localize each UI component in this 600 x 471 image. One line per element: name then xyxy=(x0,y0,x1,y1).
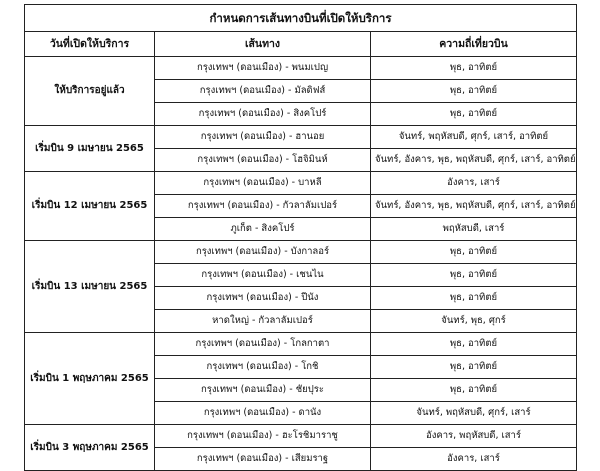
frequency-cell: จันทร์, อังคาร, พุธ, พฤหัสบดี, ศุกร์, เสาร์, อาทิตย์ xyxy=(371,195,577,218)
route-cell: กรุงเทพฯ (ดอนเมือง) - มัลดิฟส์ xyxy=(155,80,371,103)
table-row xyxy=(25,425,577,448)
route-cell: กรุงเทพฯ (ดอนเมือง) - โกลกาตา xyxy=(155,333,371,356)
route-cell: กรุงเทพฯ (ดอนเมือง) - โฮจิมินห์ xyxy=(155,149,371,172)
frequency-cell: พุธ, อาทิตย์ xyxy=(371,241,577,264)
frequency-cell: พุธ, อาทิตย์ xyxy=(371,57,577,80)
frequency-cell: พุธ, อาทิตย์ xyxy=(371,287,577,310)
route-cell: กรุงเทพฯ (ดอนเมือง) - บังกาลอร์ xyxy=(155,241,371,264)
frequency-cell: จันทร์, พฤหัสบดี, ศุกร์, เสาร์, อาทิตย์ xyxy=(371,126,577,149)
frequency-cell: อังคาร, เสาร์ xyxy=(371,172,577,195)
service-date-cell: เริ่มบิน 3 พฤษภาคม 2565 xyxy=(25,425,155,471)
schedule-body xyxy=(25,5,577,471)
table-title: กำหนดการเส้นทางบินที่เปิดให้บริการ xyxy=(25,5,577,32)
service-date-cell: เริ่มบิน 1 พฤษภาคม 2565 xyxy=(25,333,155,425)
route-cell: กรุงเทพฯ (ดอนเมือง) - สิงคโปร์ xyxy=(155,103,371,126)
frequency-cell: พุธ, อาทิตย์ xyxy=(371,333,577,356)
frequency-cell: พุธ, อาทิตย์ xyxy=(371,356,577,379)
header-row xyxy=(25,32,577,57)
title-row xyxy=(25,5,577,32)
frequency-cell: อังคาร, พฤหัสบดี, เสาร์ xyxy=(371,425,577,448)
route-cell: กรุงเทพฯ (ดอนเมือง) - กัวลาลัมเปอร์ xyxy=(155,195,371,218)
route-cell: กรุงเทพฯ (ดอนเมือง) - ชัยปุระ xyxy=(155,379,371,402)
route-cell: กรุงเทพฯ (ดอนเมือง) - พนมเปญ xyxy=(155,57,371,80)
frequency-cell: พฤหัสบดี, เสาร์ xyxy=(371,218,577,241)
header-frequency: ความถี่เที่ยวบิน xyxy=(371,32,577,57)
frequency-cell: จันทร์, พฤหัสบดี, ศุกร์, เสาร์ xyxy=(371,402,577,425)
service-date-cell: เริ่มบิน 13 เมษายน 2565 xyxy=(25,241,155,333)
table-row xyxy=(25,333,577,356)
table-row xyxy=(25,172,577,195)
route-cell: กรุงเทพฯ (ดอนเมือง) - เสียมราฐ xyxy=(155,448,371,471)
route-cell: กรุงเทพฯ (ดอนเมือง) - โกชิ xyxy=(155,356,371,379)
frequency-cell: พุธ, อาทิตย์ xyxy=(371,379,577,402)
route-cell: กรุงเทพฯ (ดอนเมือง) - ดานัง xyxy=(155,402,371,425)
route-cell: ภูเก็ต - สิงคโปร์ xyxy=(155,218,371,241)
route-cell: กรุงเทพฯ (ดอนเมือง) - บาหลี xyxy=(155,172,371,195)
route-cell: กรุงเทพฯ (ดอนเมือง) - ฮะโรชิมาราชู xyxy=(155,425,371,448)
service-date-cell: เริ่มบิน 9 เมษายน 2565 xyxy=(25,126,155,172)
route-cell: กรุงเทพฯ (ดอนเมือง) - ฮานอย xyxy=(155,126,371,149)
header-route: เส้นทาง xyxy=(155,32,371,57)
table-row xyxy=(25,241,577,264)
frequency-cell: พุธ, อาทิตย์ xyxy=(371,264,577,287)
flight-schedule-table xyxy=(24,4,577,471)
frequency-cell: พุธ, อาทิตย์ xyxy=(371,80,577,103)
route-cell: หาดใหญ่ - กัวลาลัมเปอร์ xyxy=(155,310,371,333)
service-date-cell: ให้บริการอยู่แล้ว xyxy=(25,57,155,126)
frequency-cell: จันทร์, พุธ, ศุกร์ xyxy=(371,310,577,333)
frequency-cell: พุธ, อาทิตย์ xyxy=(371,103,577,126)
route-cell: กรุงเทพฯ (ดอนเมือง) - ปีนัง xyxy=(155,287,371,310)
frequency-cell: อังคาร, เสาร์ xyxy=(371,448,577,471)
table-row xyxy=(25,126,577,149)
service-date-cell: เริ่มบิน 12 เมษายน 2565 xyxy=(25,172,155,241)
table-row xyxy=(25,57,577,80)
header-service-date: วันที่เปิดให้บริการ xyxy=(25,32,155,57)
route-cell: กรุงเทพฯ (ดอนเมือง) - เชนไน xyxy=(155,264,371,287)
frequency-cell: จันทร์, อังคาร, พุธ, พฤหัสบดี, ศุกร์, เสาร์, อาทิตย์ xyxy=(371,149,577,172)
